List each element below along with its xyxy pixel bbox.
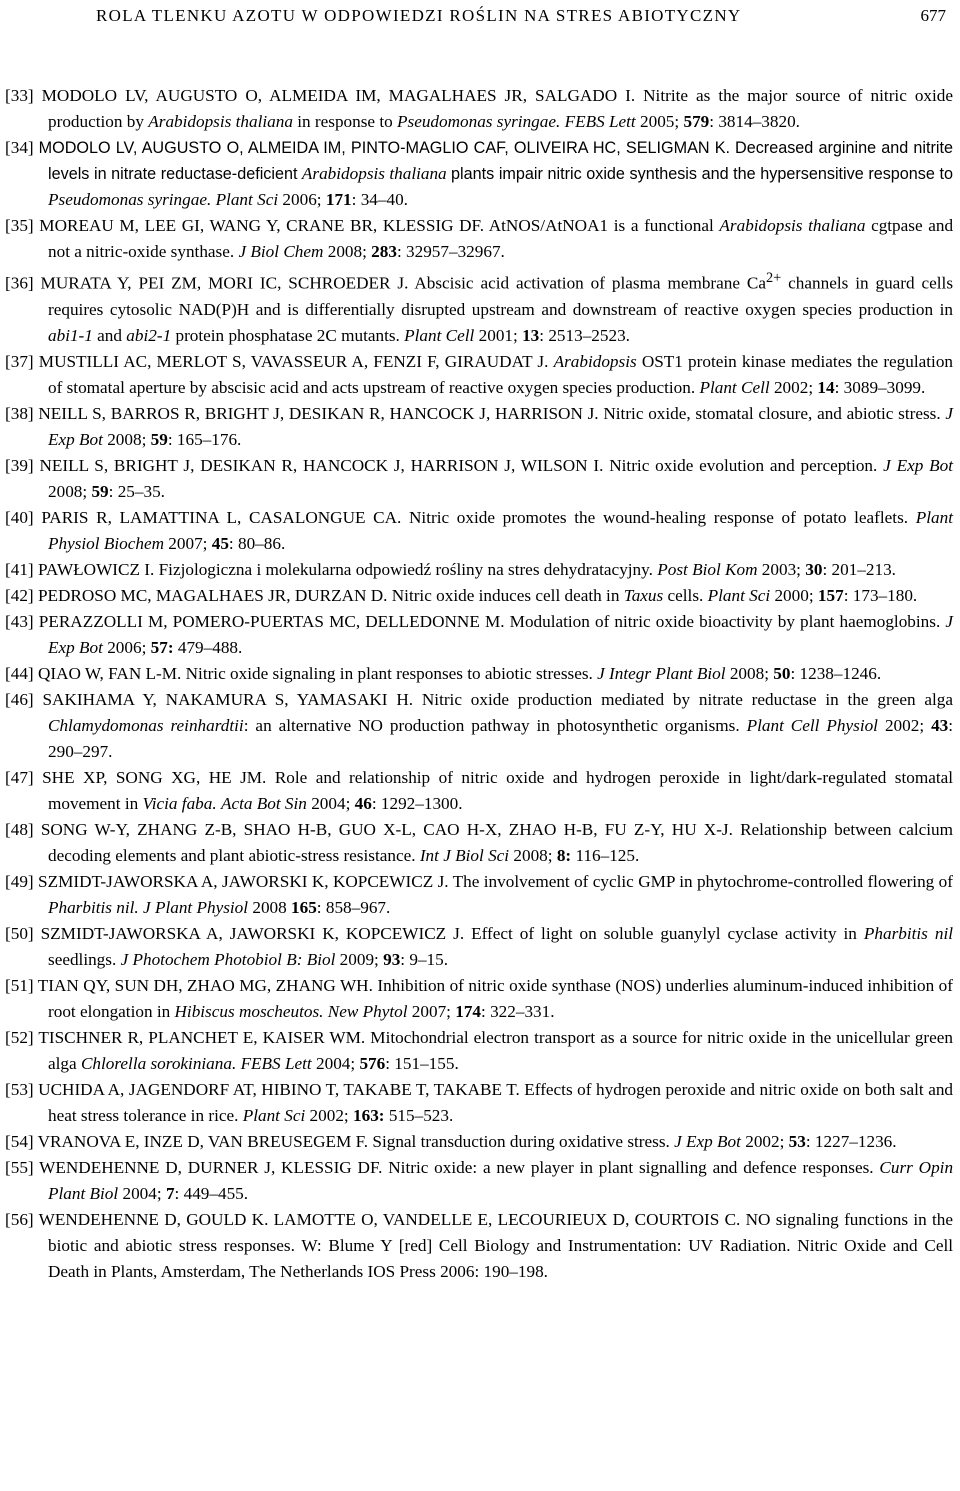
reference-item bbox=[5, 765, 953, 817]
reference-year: 2008; bbox=[327, 242, 367, 261]
reference-title: Nitric oxide evolution and perception. bbox=[609, 455, 878, 475]
reference-title: cgtpase and not a nitric-oxide synthase. bbox=[48, 216, 954, 261]
reference-title: Nitric oxide production mediated by nitrate reductase in the green alga bbox=[421, 689, 954, 709]
reference-number: [53] bbox=[5, 1079, 34, 1099]
reference-species: Arabidopsis thaliana bbox=[301, 164, 447, 183]
reference-year: 2007; bbox=[411, 1001, 451, 1021]
reference-species: Pseudomonas syringae. bbox=[397, 112, 561, 131]
reference-authors: PARIS R, LAMATTINA L, CASALONGUE CA. bbox=[41, 507, 402, 527]
reference-number: [44] bbox=[5, 663, 34, 683]
reference-pages: : 151–155. bbox=[385, 1053, 459, 1073]
reference-volume: 8: bbox=[556, 845, 572, 865]
reference-item bbox=[5, 1025, 953, 1077]
reference-title: protein phosphatase 2C mutants. bbox=[175, 325, 400, 345]
reference-number: [48] bbox=[5, 819, 34, 839]
reference-number: [56] bbox=[5, 1209, 34, 1229]
reference-journal: Plant Cell bbox=[404, 325, 475, 345]
reference-volume: 165 bbox=[291, 897, 317, 917]
reference-superscript: 2+ bbox=[766, 270, 782, 286]
reference-volume: 579 bbox=[683, 112, 710, 131]
reference-volume: 43 bbox=[931, 715, 949, 735]
reference-gene: abi1-1 bbox=[48, 325, 93, 345]
reference-pages: 116–125. bbox=[571, 845, 640, 865]
reference-journal: J Exp Bot bbox=[48, 611, 954, 657]
reference-number: [35] bbox=[5, 216, 34, 235]
reference-title: Nitrite as the major source of nitric oxide production by bbox=[48, 86, 954, 131]
reference-journal: Curr Opin Plant Biol bbox=[48, 1157, 954, 1203]
reference-year: 2008; bbox=[48, 481, 88, 501]
reference-title: channels in guard cells requires cytosolic NAD(P)H and is differentially disrupted upstream and downstream of reactive oxygen species production in bbox=[48, 273, 954, 319]
reference-pages: : 9–15. bbox=[400, 949, 449, 969]
reference-pages: : 290–297. bbox=[48, 715, 954, 761]
reference-volume: 7 bbox=[165, 1183, 175, 1203]
reference-species: Pharbitis nil bbox=[863, 923, 953, 943]
reference-authors: MURATA Y, PEI ZM, MORI IC, SCHROEDER J. bbox=[40, 273, 409, 293]
reference-pages: : 173–180. bbox=[843, 585, 918, 605]
reference-pages: : 201–213. bbox=[822, 559, 896, 579]
reference-number: [50] bbox=[5, 923, 34, 943]
reference-number: [43] bbox=[5, 611, 34, 631]
reference-year: 2008; bbox=[513, 845, 553, 865]
reference-authors: PEDROSO MC, MAGALHAES JR, DURZAN D. bbox=[37, 585, 388, 605]
reference-volume: 50 bbox=[773, 663, 791, 683]
reference-title: Abscisic acid activation of plasma membrane Ca bbox=[414, 273, 767, 293]
reference-item bbox=[5, 609, 953, 661]
reference-authors: SAKIHAMA Y, NAKAMURA S, YAMASAKI H. bbox=[42, 689, 414, 709]
reference-item bbox=[5, 135, 953, 213]
reference-pages: : 858–967. bbox=[316, 897, 391, 917]
reference-title: seedlings. bbox=[48, 949, 117, 969]
reference-volume: 576 bbox=[359, 1053, 386, 1073]
reference-journal: Plant Sci bbox=[707, 585, 771, 605]
reference-title: and bbox=[97, 325, 122, 345]
reference-authors: QIAO W, FAN L-M. bbox=[37, 663, 182, 683]
reference-year: 2009; bbox=[339, 949, 379, 969]
reference-authors: MOREAU M, LEE GI, WANG Y, CRANE BR, KLESSIG DF. bbox=[39, 216, 485, 235]
reference-pages: : 34–40. bbox=[351, 190, 408, 209]
reference-year: 2003; bbox=[761, 559, 801, 579]
reference-year: 2005; bbox=[640, 112, 680, 131]
reference-year: 2001; bbox=[478, 325, 518, 345]
reference-journal: J Photochem Photobiol B: Biol bbox=[120, 949, 336, 969]
reference-title: : an alternative NO production pathway in photosynthetic organisms. bbox=[243, 715, 740, 735]
reference-number: [33] bbox=[5, 86, 34, 105]
reference-pages: : 1292–1300. bbox=[371, 793, 463, 813]
reference-authors: MUSTILLI AC, MERLOT S, VAVASSEUR A, FENZI F, GIRAUDAT J. bbox=[38, 351, 549, 371]
reference-volume: 14 bbox=[817, 377, 835, 397]
reference-journal: FEBS Lett bbox=[240, 1053, 312, 1073]
reference-journal: J Exp Bot bbox=[48, 403, 954, 449]
reference-number: [39] bbox=[5, 455, 34, 475]
reference-authors: PERAZZOLLI M, POMERO-PUERTAS MC, DELLEDONNE M. bbox=[38, 611, 505, 631]
reference-number: [47] bbox=[5, 767, 34, 787]
reference-species: Hibiscus moscheutos. bbox=[174, 1001, 324, 1021]
reference-pages: 479–488. bbox=[173, 637, 243, 657]
reference-journal: J Exp Bot bbox=[883, 455, 953, 475]
reference-title: Nitric oxide induces cell death in bbox=[391, 585, 620, 605]
reference-authors: NEILL S, BRIGHT J, DESIKAN R, HANCOCK J, HARRISON J, WILSON I. bbox=[39, 455, 604, 475]
reference-volume: 163: bbox=[353, 1105, 385, 1125]
reference-volume: 57: bbox=[150, 637, 174, 657]
reference-year: 2004; bbox=[316, 1053, 356, 1073]
reference-journal: Acta Bot Sin bbox=[220, 793, 307, 813]
reference-year: 2002; bbox=[745, 1131, 785, 1151]
running-header bbox=[0, 6, 960, 30]
reference-year: 2002; bbox=[773, 377, 814, 397]
reference-year: 2000; bbox=[774, 585, 814, 605]
reference-year: 2008; bbox=[107, 429, 147, 449]
reference-year: 2004; bbox=[311, 793, 351, 813]
reference-item bbox=[5, 973, 953, 1025]
reference-pages: : 322–331. bbox=[481, 1001, 555, 1021]
reference-title: Effects of hydrogen peroxide and nitric oxide on both salt and heat stress tolerance in rice. bbox=[48, 1079, 954, 1125]
reference-title: Inhibition of nitric oxide synthase (NOS) underlies aluminum-induced inhibition of root elongation in bbox=[48, 975, 953, 1021]
reference-volume: 13 bbox=[522, 325, 540, 345]
reference-authors: UCHIDA A, JAGENDORF AT, HIBINO T, TAKABE T, TAKABE T. bbox=[38, 1079, 520, 1099]
reference-species: Pharbitis nil. bbox=[48, 897, 139, 917]
reference-number: [34] bbox=[5, 138, 34, 157]
reference-species: Taxus bbox=[623, 585, 664, 605]
reference-title: Effect of light on soluble guanylyl cyclase activity in bbox=[471, 923, 857, 943]
reference-number: [54] bbox=[5, 1131, 34, 1151]
running-title: ROLA TLENKU AZOTU W ODPOWIEDZI ROŚLIN NA STRES ABIOTYCZNY bbox=[96, 6, 742, 25]
reference-item bbox=[5, 661, 953, 687]
reference-journal: J Exp Bot bbox=[674, 1131, 741, 1151]
reference-year: 2006; bbox=[107, 637, 147, 657]
reference-pages: : 3089–3099. bbox=[834, 377, 926, 397]
reference-number: [55] bbox=[5, 1157, 34, 1177]
reference-year: 2008; bbox=[729, 663, 769, 683]
reference-item bbox=[5, 1129, 953, 1155]
reference-species: Arabidopsis bbox=[553, 351, 637, 371]
reference-authors: TISCHNER R, PLANCHET E, KAISER WM. bbox=[38, 1027, 366, 1047]
reference-journal: Int J Biol Sci bbox=[419, 845, 510, 865]
reference-year: 2008 bbox=[252, 897, 287, 917]
reference-authors: NEILL S, BARROS R, BRIGHT J, DESIKAN R, HANCOCK J, HARRISON J. bbox=[38, 403, 599, 423]
reference-journal: Plant Sci bbox=[215, 190, 279, 209]
reference-title: AtNOS/AtNOA1 is a functional bbox=[488, 216, 714, 235]
reference-species: Chlorella sorokiniana. bbox=[80, 1053, 237, 1073]
reference-journal: Plant Cell Physiol bbox=[746, 715, 878, 735]
reference-year: 2002; bbox=[884, 715, 925, 735]
page-number: 677 bbox=[920, 6, 946, 25]
reference-title: Nitric oxide, stomatal closure, and abiotic stress. bbox=[603, 403, 941, 423]
reference-year: 2007; bbox=[168, 533, 208, 553]
reference-authors: WENDEHENNE D, DURNER J, KLESSIG DF. bbox=[39, 1157, 383, 1177]
reference-item bbox=[5, 265, 953, 349]
reference-journal: New Phytol bbox=[327, 1001, 408, 1021]
reference-item bbox=[5, 921, 953, 973]
reference-journal: Post Biol Kom bbox=[657, 559, 758, 579]
reference-item bbox=[5, 557, 953, 583]
reference-item bbox=[5, 1155, 953, 1207]
reference-authors: SHE XP, SONG XG, HE JM. bbox=[42, 767, 267, 787]
reference-item bbox=[5, 817, 953, 869]
reference-list bbox=[5, 83, 953, 1285]
reference-title: Nitric oxide promotes the wound-healing response of potato leaflets. bbox=[409, 507, 909, 527]
reference-journal: J Plant Physiol bbox=[143, 897, 249, 917]
reference-volume: 171 bbox=[325, 190, 352, 209]
reference-title: Mitochondrial electron transport as a source for nitric oxide in the unicellular green alga bbox=[48, 1027, 953, 1073]
reference-item bbox=[5, 401, 953, 453]
reference-species: Pseudomonas syringae. bbox=[48, 190, 212, 209]
reference-pages: : 449–455. bbox=[174, 1183, 249, 1203]
reference-volume: 157 bbox=[817, 585, 844, 605]
reference-year: 2002; bbox=[309, 1105, 349, 1125]
reference-volume: 59 bbox=[150, 429, 168, 449]
reference-number: [52] bbox=[5, 1027, 34, 1047]
reference-title: in response to bbox=[297, 112, 393, 131]
reference-title: The involvement of cyclic GMP in phytochrome-controlled flowering of bbox=[452, 871, 953, 891]
reference-pages: : 32957–32967. bbox=[396, 242, 505, 261]
reference-species: Vicia faba. bbox=[142, 793, 217, 813]
reference-number: [40] bbox=[5, 507, 34, 527]
reference-title: Signal transduction during oxidative stress. bbox=[372, 1131, 670, 1151]
reference-title: Modulation of nitric oxide bioactivity by plant haemoglobins. bbox=[509, 611, 941, 631]
reference-number: [42] bbox=[5, 585, 34, 605]
reference-title: Nitric oxide signaling in plant responses to abiotic stresses. bbox=[185, 663, 593, 683]
reference-journal: Plant Sci bbox=[242, 1105, 306, 1125]
reference-pages: 515–523. bbox=[384, 1105, 454, 1125]
reference-volume: 53 bbox=[788, 1131, 806, 1151]
reference-authors: WENDEHENNE D, GOULD K. LAMOTTE O, VANDELLE E, LECOURIEUX D, COURTOIS C. bbox=[38, 1209, 741, 1229]
reference-item bbox=[5, 583, 953, 609]
reference-gene: abi2-1 bbox=[126, 325, 172, 345]
reference-number: [49] bbox=[5, 871, 34, 891]
reference-authors: MODOLO LV, AUGUSTO O, ALMEIDA IM, MAGALHAES JR, SALGADO I. bbox=[41, 86, 636, 105]
reference-title: NO signaling functions in the biotic and abiotic stress responses. W: Blume Y [red] Cell Biology and Instrumentation: UV Radiation. Nitric Oxide and Cell Death in Plants, Amsterdam, The Netherlands IOS Press 2006: 190–198. bbox=[48, 1209, 954, 1281]
reference-year: 2004; bbox=[122, 1183, 162, 1203]
reference-number: [36] bbox=[5, 273, 34, 293]
reference-volume: 174 bbox=[455, 1001, 482, 1021]
reference-pages: : 165–176. bbox=[167, 429, 242, 449]
reference-title: Decreased arginine and nitrite levels in nitrate reductase-deficient bbox=[48, 139, 954, 183]
reference-pages: : 1238–1246. bbox=[790, 663, 882, 683]
reference-item bbox=[5, 505, 953, 557]
reference-number: [37] bbox=[5, 351, 34, 371]
reference-authors: PAWŁOWICZ I. bbox=[37, 559, 155, 579]
reference-species: Chlamydomonas reinhardtii bbox=[48, 715, 244, 735]
reference-journal: FEBS Lett bbox=[564, 112, 636, 131]
reference-authors: MODOLO LV, AUGUSTO O, ALMEIDA IM, PINTO-MAGLIO CAF, OLIVEIRA HC, SELIGMAN K. bbox=[38, 139, 731, 157]
reference-year: 2006; bbox=[282, 190, 322, 209]
reference-authors: VRANOVA E, INZE D, VAN BREUSEGEM F. bbox=[37, 1131, 369, 1151]
reference-journal: Plant Physiol Biochem bbox=[48, 507, 953, 553]
reference-volume: 30 bbox=[805, 559, 823, 579]
reference-journal: Plant Cell bbox=[699, 377, 770, 397]
reference-title: Role and relationship of nitric oxide and hydrogen peroxide in light/dark-regulated stomatal movement in bbox=[48, 767, 954, 813]
reference-title: cells. bbox=[667, 585, 704, 605]
reference-pages: : 25–35. bbox=[108, 481, 165, 501]
reference-authors: SONG W-Y, ZHANG Z-B, SHAO H-B, GUO X-L, CAO H-X, ZHAO H-B, FU Z-Y, HU X-J. bbox=[40, 819, 733, 839]
reference-number: [46] bbox=[5, 689, 34, 709]
reference-item bbox=[5, 83, 953, 135]
reference-title: plants impair nitric oxide synthesis and the hypersensitive response to bbox=[451, 165, 953, 183]
reference-volume: 93 bbox=[383, 949, 401, 969]
reference-volume: 283 bbox=[371, 242, 397, 261]
reference-volume: 45 bbox=[211, 533, 229, 553]
reference-journal: J Biol Chem bbox=[238, 242, 324, 261]
reference-number: [41] bbox=[5, 559, 34, 579]
reference-authors: SZMIDT-JAWORSKA A, JAWORSKI K, KOPCEWICZ J. bbox=[40, 923, 465, 943]
reference-title: OST1 protein kinase mediates the regulation of stomatal aperture by abscisic acid and acts upstream of reactive oxygen species production. bbox=[48, 351, 954, 397]
reference-title: Fizjologiczna i molekularna odpowiedź rośliny na stres dehydratacyjny. bbox=[158, 559, 653, 579]
reference-authors: TIAN QY, SUN DH, ZHAO MG, ZHANG WH. bbox=[37, 975, 373, 995]
reference-item bbox=[5, 213, 953, 265]
reference-volume: 46 bbox=[354, 793, 372, 813]
reference-species: Arabidopsis thaliana bbox=[148, 112, 293, 131]
reference-number: [38] bbox=[5, 403, 34, 423]
reference-item bbox=[5, 869, 953, 921]
reference-pages: : 80–86. bbox=[228, 533, 286, 553]
reference-item bbox=[5, 349, 953, 401]
reference-item bbox=[5, 687, 953, 765]
reference-authors: SZMIDT-JAWORSKA A, JAWORSKI K, KOPCEWICZ J. bbox=[38, 871, 449, 891]
reference-title: Nitric oxide: a new player in plant signalling and defence responses. bbox=[388, 1157, 874, 1177]
reference-item bbox=[5, 1207, 953, 1285]
reference-species: Arabidopsis thaliana bbox=[719, 216, 866, 235]
reference-pages: : 3814–3820. bbox=[709, 112, 800, 131]
reference-number: [51] bbox=[5, 975, 34, 995]
reference-item bbox=[5, 1077, 953, 1129]
reference-pages: : 2513–2523. bbox=[539, 325, 630, 345]
reference-volume: 59 bbox=[91, 481, 109, 501]
reference-item bbox=[5, 453, 953, 505]
reference-journal: J Integr Plant Biol bbox=[597, 663, 726, 683]
reference-title: Relationship between calcium decoding elements and plant abiotic-stress resistance. bbox=[48, 819, 954, 865]
reference-pages: : 1227–1236. bbox=[805, 1131, 897, 1151]
